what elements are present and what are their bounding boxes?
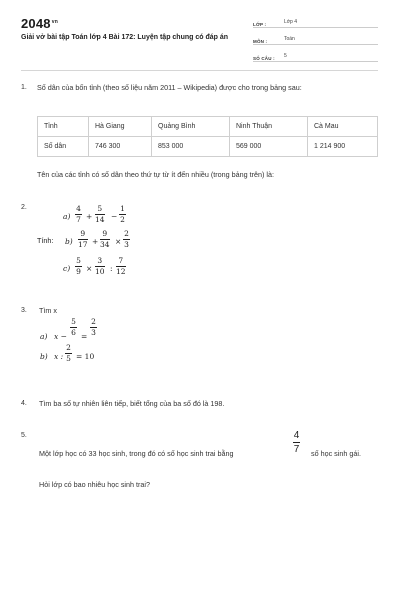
operator: × (115, 237, 122, 246)
meta-value: 5 (284, 53, 287, 59)
fraction: 3 10 (95, 256, 105, 276)
operator: + (86, 212, 93, 221)
table-cell: Quảng Bình (152, 117, 230, 137)
fraction: 9 34 (100, 229, 110, 249)
question-number: 4. (21, 400, 27, 407)
fraction: 5 14 (95, 204, 105, 224)
header-divider (21, 70, 378, 71)
question-number: 3. (21, 307, 27, 314)
question-text: Tìm x (39, 306, 57, 315)
equation-lhs: x : (54, 352, 64, 361)
meta-label: LỚP : (253, 22, 267, 27)
table-row (38, 137, 378, 157)
question-number: 5. (21, 432, 27, 439)
meta-value: Lớp 4 (284, 19, 298, 25)
operator: : (110, 264, 113, 273)
question-subtext: Hỏi lớp có bao nhiêu học sinh trai? (39, 480, 150, 489)
meta-row-subject (253, 31, 378, 45)
fraction: 2 3 (91, 317, 96, 337)
question-text: Tìm ba số tự nhiên liên tiếp, biết tổng của ba số đó là 198. (39, 399, 225, 408)
table-cell: Tỉnh (38, 117, 89, 137)
meta-info (253, 14, 378, 65)
fraction: 4 7 (76, 204, 81, 224)
calc-label: Tính: (37, 236, 54, 245)
item-tag: b) (65, 237, 73, 246)
question-prompt: Tên của các tỉnh có số dân theo thứ tự từ ít đến nhiều (trong bảng trên) là: (37, 170, 274, 179)
item-tag: c) (63, 264, 71, 273)
meta-row-question-count (253, 48, 378, 62)
site-logo[interactable] (21, 16, 58, 31)
equals-sign: = (81, 332, 88, 341)
question-text-end: số học sinh gái. (311, 449, 361, 458)
table-cell: Hà Giang (89, 117, 152, 137)
question-text: Một lớp học có 33 học sinh, trong đó có số học sinh trai bằng (39, 449, 234, 458)
meta-label: SỐ CÂU : (253, 56, 275, 61)
operator: + (92, 237, 99, 246)
equation-lhs: x − (54, 332, 67, 341)
logo-text: 2048 (21, 16, 51, 31)
meta-row-class (253, 14, 378, 28)
question-number: 2. (21, 204, 27, 211)
question-number: 1. (21, 84, 27, 91)
table-cell: Cà Mau (308, 117, 378, 137)
operator: − (111, 212, 118, 221)
fraction: 4 7 (293, 430, 300, 455)
table-cell: 746 300 (89, 137, 152, 157)
fraction: 7 12 (116, 256, 126, 276)
item-tag: a) (40, 332, 48, 341)
fraction: 5 9 (76, 256, 81, 276)
table-cell: Số dân (38, 137, 89, 157)
item-tag: b) (40, 352, 48, 361)
operator: × (86, 264, 93, 273)
fraction: 2 3 (124, 229, 129, 249)
meta-label: MÔN : (253, 39, 268, 44)
table-cell: 853 000 (152, 137, 230, 157)
table-cell: Ninh Thuận (230, 117, 308, 137)
meta-value: Toán (284, 36, 295, 42)
equation-rhs: = 10 (76, 352, 95, 361)
fraction: 2 5 (66, 343, 71, 363)
fraction: 9 17 (78, 229, 88, 249)
table-cell: 1 214 900 (308, 137, 378, 157)
table-row (38, 117, 378, 137)
population-table (37, 116, 378, 157)
table-cell: 569 000 (230, 137, 308, 157)
question-text: Số dân của bốn tỉnh (theo số liệu năm 2011 – Wikipedia) được cho trong bảng sau: (37, 83, 302, 92)
fraction: 5 6 (71, 317, 76, 337)
item-tag: a) (63, 212, 71, 221)
logo-suffix: vn (51, 18, 58, 25)
document-title: Giải vở bài tập Toán lớp 4 Bài 172: Luyện tập chung có đáp án (21, 34, 229, 41)
fraction: 1 2 (120, 204, 125, 224)
